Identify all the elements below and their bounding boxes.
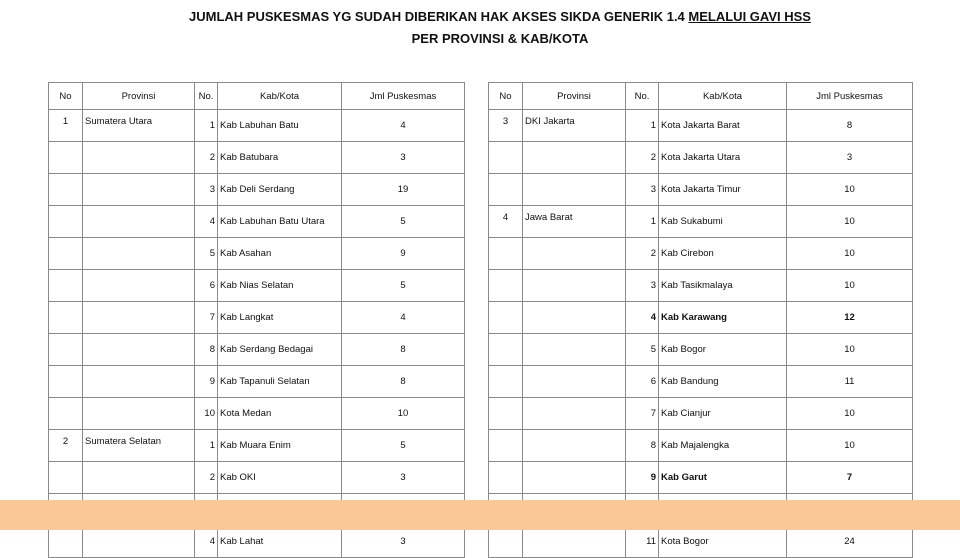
cell-no xyxy=(49,398,83,430)
cell-jml-puskesmas: 10 xyxy=(787,270,913,302)
cell-no-kab: 5 xyxy=(195,238,218,270)
cell-no-kab: 5 xyxy=(626,334,659,366)
cell-provinsi xyxy=(83,238,195,270)
cell-kab-kota: Kota Medan xyxy=(218,398,342,430)
cell-kab-kota: Kab Cirebon xyxy=(659,238,787,270)
cell-no-kab: 7 xyxy=(626,398,659,430)
cell-kab-kota: Kab Muara Enim xyxy=(218,430,342,462)
left-table-header xyxy=(49,83,465,110)
table-row xyxy=(489,110,913,142)
cell-no xyxy=(49,238,83,270)
table-row xyxy=(489,206,913,238)
cell-no-kab: 7 xyxy=(195,302,218,334)
cell-kab-kota: Kota Jakarta Utara xyxy=(659,142,787,174)
cell-kab-kota: Kab Labuhan Batu xyxy=(218,110,342,142)
cell-kab-kota: Kota Bogor xyxy=(659,526,787,558)
cell-jml-puskesmas: 8 xyxy=(342,366,465,398)
cell-provinsi xyxy=(83,526,195,558)
page-title-line2: PER PROVINSI & KAB/KOTA xyxy=(411,31,589,46)
cell-no: 3 xyxy=(489,110,523,142)
cell-no-kab: 3 xyxy=(195,174,218,206)
page-title-line1 xyxy=(0,9,960,24)
cell-no-kab: 10 xyxy=(195,398,218,430)
table-row xyxy=(489,302,913,334)
table-row xyxy=(49,462,465,494)
cell-provinsi: Jawa Barat xyxy=(523,206,626,238)
cell-no-kab: 1 xyxy=(626,206,659,238)
cell-provinsi: Sumatera Selatan xyxy=(83,430,195,462)
cell-provinsi xyxy=(83,206,195,238)
cell-no-kab: 3 xyxy=(626,174,659,206)
cell-provinsi xyxy=(523,270,626,302)
cell-jml-puskesmas: 10 xyxy=(787,238,913,270)
cell-no-kab: 8 xyxy=(195,334,218,366)
cell-no-kab: 1 xyxy=(195,110,218,142)
cell-provinsi xyxy=(523,238,626,270)
cell-jml-puskesmas: 5 xyxy=(342,206,465,238)
cell-jml-puskesmas: 5 xyxy=(342,270,465,302)
cell-provinsi xyxy=(83,462,195,494)
cell-no-kab: 6 xyxy=(195,270,218,302)
cell-provinsi xyxy=(83,302,195,334)
right-table xyxy=(488,82,913,558)
cell-no xyxy=(489,430,523,462)
cell-provinsi xyxy=(523,462,626,494)
cell-no-kab: 11 xyxy=(626,526,659,558)
cell-no xyxy=(49,334,83,366)
cell-kab-kota: Kab Deli Serdang xyxy=(218,174,342,206)
header-kab-kota: Kab/Kota xyxy=(218,83,342,110)
table-row xyxy=(489,334,913,366)
cell-jml-puskesmas: 8 xyxy=(342,334,465,366)
cell-jml-puskesmas: 10 xyxy=(342,398,465,430)
cell-no-kab: 2 xyxy=(626,238,659,270)
cell-no xyxy=(49,270,83,302)
cell-kab-kota: Kab Lahat xyxy=(218,526,342,558)
cell-provinsi xyxy=(83,398,195,430)
table-row xyxy=(489,142,913,174)
cell-kab-kota: Kab Batubara xyxy=(218,142,342,174)
footer-bar xyxy=(0,500,960,530)
cell-kab-kota: Kab Cianjur xyxy=(659,398,787,430)
cell-no-kab: 1 xyxy=(195,430,218,462)
table-row xyxy=(49,142,465,174)
cell-no xyxy=(49,206,83,238)
cell-kab-kota: Kab OKI xyxy=(218,462,342,494)
header-jml-puskesmas: Jml Puskesmas xyxy=(342,83,465,110)
table-row xyxy=(489,238,913,270)
cell-kab-kota: Kab Langkat xyxy=(218,302,342,334)
cell-no-kab: 8 xyxy=(626,430,659,462)
table-row xyxy=(49,398,465,430)
cell-no xyxy=(489,142,523,174)
cell-kab-kota: Kab Sukabumi xyxy=(659,206,787,238)
cell-no xyxy=(489,238,523,270)
cell-kab-kota: Kab Karawang xyxy=(659,302,787,334)
table-row xyxy=(49,526,465,558)
cell-provinsi xyxy=(83,366,195,398)
table-row xyxy=(489,366,913,398)
cell-provinsi xyxy=(523,142,626,174)
header-no-kab: No. xyxy=(195,83,218,110)
cell-jml-puskesmas: 10 xyxy=(787,174,913,206)
cell-kab-kota: Kab Tapanuli Selatan xyxy=(218,366,342,398)
cell-no-kab: 9 xyxy=(626,462,659,494)
cell-jml-puskesmas: 11 xyxy=(787,366,913,398)
cell-jml-puskesmas: 12 xyxy=(787,302,913,334)
cell-no xyxy=(489,366,523,398)
table-row xyxy=(49,302,465,334)
header-no: No xyxy=(49,83,83,110)
table-row xyxy=(489,270,913,302)
header-jml-puskesmas: Jml Puskesmas xyxy=(787,83,913,110)
page-title-prefix: JUMLAH PUSKESMAS YG SUDAH DIBERIKAN HAK AKSES SIKDA GENERIK 1.4 xyxy=(189,9,689,24)
cell-no-kab: 2 xyxy=(626,142,659,174)
cell-kab-kota: Kab Labuhan Batu Utara xyxy=(218,206,342,238)
header-no-kab: No. xyxy=(626,83,659,110)
cell-kab-kota: Kab Bogor xyxy=(659,334,787,366)
cell-jml-puskesmas: 5 xyxy=(342,430,465,462)
cell-jml-puskesmas: 10 xyxy=(787,398,913,430)
cell-no-kab: 3 xyxy=(626,270,659,302)
cell-no xyxy=(49,526,83,558)
table-row xyxy=(49,238,465,270)
cell-jml-puskesmas: 8 xyxy=(787,110,913,142)
table-row xyxy=(489,398,913,430)
cell-no xyxy=(489,398,523,430)
cell-no xyxy=(49,142,83,174)
cell-jml-puskesmas: 9 xyxy=(342,238,465,270)
cell-no: 1 xyxy=(49,110,83,142)
cell-no xyxy=(489,174,523,206)
cell-provinsi xyxy=(523,430,626,462)
table-row xyxy=(489,526,913,558)
left-table xyxy=(48,82,465,558)
cell-kab-kota: Kota Jakarta Barat xyxy=(659,110,787,142)
table-row xyxy=(49,110,465,142)
cell-jml-puskesmas: 24 xyxy=(787,526,913,558)
cell-no-kab: 4 xyxy=(195,206,218,238)
cell-no-kab: 9 xyxy=(195,366,218,398)
cell-jml-puskesmas: 7 xyxy=(787,462,913,494)
cell-no xyxy=(49,174,83,206)
table-row xyxy=(489,462,913,494)
cell-no xyxy=(489,302,523,334)
cell-kab-kota: Kab Tasikmalaya xyxy=(659,270,787,302)
cell-no xyxy=(49,366,83,398)
cell-jml-puskesmas: 3 xyxy=(342,462,465,494)
cell-provinsi: DKI Jakarta xyxy=(523,110,626,142)
cell-jml-puskesmas: 4 xyxy=(342,110,465,142)
cell-provinsi xyxy=(523,398,626,430)
cell-no xyxy=(489,334,523,366)
cell-kab-kota: Kota Jakarta Timur xyxy=(659,174,787,206)
table-row xyxy=(49,270,465,302)
header-kab-kota: Kab/Kota xyxy=(659,83,787,110)
cell-no xyxy=(489,270,523,302)
header-no: No xyxy=(489,83,523,110)
cell-no-kab: 6 xyxy=(626,366,659,398)
cell-no: 2 xyxy=(49,430,83,462)
header-provinsi: Provinsi xyxy=(83,83,195,110)
cell-no xyxy=(49,462,83,494)
cell-jml-puskesmas: 3 xyxy=(787,142,913,174)
cell-kab-kota: Kab Nias Selatan xyxy=(218,270,342,302)
cell-jml-puskesmas: 3 xyxy=(342,142,465,174)
cell-kab-kota: Kab Garut xyxy=(659,462,787,494)
cell-no xyxy=(489,526,523,558)
table-row xyxy=(49,206,465,238)
table-row xyxy=(49,174,465,206)
cell-jml-puskesmas: 10 xyxy=(787,206,913,238)
cell-provinsi xyxy=(523,302,626,334)
cell-no-kab: 4 xyxy=(626,302,659,334)
cell-jml-puskesmas: 10 xyxy=(787,334,913,366)
cell-provinsi xyxy=(523,174,626,206)
table-row xyxy=(49,430,465,462)
cell-kab-kota: Kab Bandung xyxy=(659,366,787,398)
cell-no xyxy=(49,302,83,334)
cell-provinsi xyxy=(83,270,195,302)
cell-no-kab: 2 xyxy=(195,142,218,174)
cell-kab-kota: Kab Majalengka xyxy=(659,430,787,462)
cell-provinsi xyxy=(83,174,195,206)
table-row xyxy=(49,366,465,398)
cell-provinsi: Sumatera Utara xyxy=(83,110,195,142)
cell-no-kab: 4 xyxy=(195,526,218,558)
right-table-header xyxy=(489,83,913,110)
cell-jml-puskesmas: 10 xyxy=(787,430,913,462)
cell-no-kab: 2 xyxy=(195,462,218,494)
table-row xyxy=(489,430,913,462)
cell-no xyxy=(489,462,523,494)
table-row xyxy=(489,174,913,206)
cell-provinsi xyxy=(523,366,626,398)
cell-provinsi xyxy=(83,142,195,174)
cell-jml-puskesmas: 3 xyxy=(342,526,465,558)
header-provinsi: Provinsi xyxy=(523,83,626,110)
cell-provinsi xyxy=(83,334,195,366)
cell-no-kab: 1 xyxy=(626,110,659,142)
cell-provinsi xyxy=(523,334,626,366)
cell-jml-puskesmas: 4 xyxy=(342,302,465,334)
cell-jml-puskesmas: 19 xyxy=(342,174,465,206)
cell-kab-kota: Kab Serdang Bedagai xyxy=(218,334,342,366)
page-title-underlined: MELALUI GAVI HSS xyxy=(688,9,811,24)
cell-kab-kota: Kab Asahan xyxy=(218,238,342,270)
table-row xyxy=(49,334,465,366)
cell-provinsi xyxy=(523,526,626,558)
cell-no: 4 xyxy=(489,206,523,238)
